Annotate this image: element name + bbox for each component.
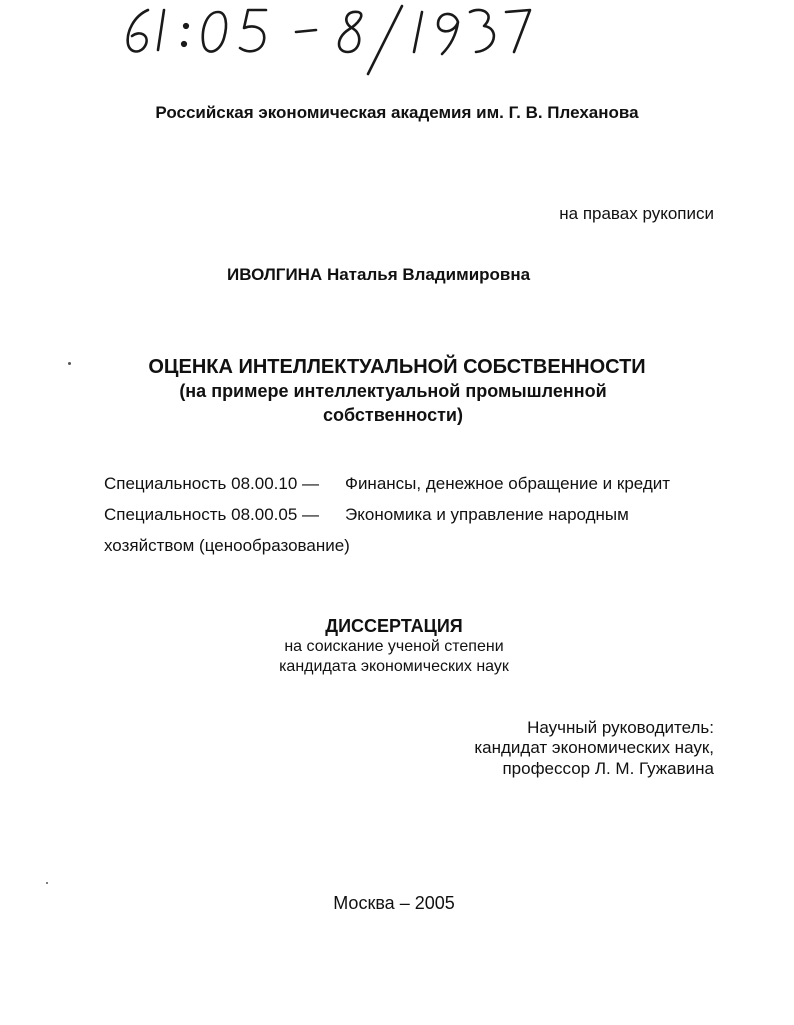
scan-speck [68, 362, 71, 365]
title-subtitle-line-2: собственности) [323, 405, 463, 425]
degree-line-2: кандидата экономических наук [279, 658, 509, 675]
advisor-label: Научный руководитель: [527, 718, 714, 737]
title-subtitle-line-1: (на примере интеллектуальной промышленной [179, 381, 607, 401]
advisor-degree: кандидат экономических наук, [474, 738, 714, 757]
manuscript-rights-note: на правах рукописи [559, 204, 714, 223]
author-name [227, 265, 530, 285]
author-surname: ИВОЛГИНА [227, 265, 323, 284]
handwritten-archive-code [120, 2, 540, 80]
specialty-name: Экономика и управление народным [345, 505, 629, 524]
specialty-label: Специальность 08.00.05 — [104, 505, 320, 524]
title-main: ОЦЕНКА ИНТЕЛЛЕКТУАЛЬНОЙ СОБСТВЕННОСТИ [148, 356, 646, 378]
specialty-label: Специальность 08.00.10 — [104, 474, 320, 493]
city-year: Москва – 2005 [333, 893, 455, 913]
author-given-names: Наталья Владимировна [326, 265, 531, 284]
dissertation-title [0, 355, 794, 427]
specialty-line [104, 474, 670, 494]
scan-speck [46, 882, 48, 884]
degree-line-1: на соискание ученой степени [284, 638, 504, 655]
dissertation-heading: ДИССЕРТАЦИЯ [325, 616, 463, 636]
institution-name: Российская экономическая академия им. Г. В. Плеханова [155, 103, 639, 122]
specialty-continuation: хозяйством (ценообразование) [104, 536, 350, 555]
advisor-name: профессор Л. М. Гужавина [502, 759, 714, 778]
specialty-line [104, 505, 629, 525]
specialty-name: Финансы, денежное обращение и кредит [345, 474, 671, 493]
